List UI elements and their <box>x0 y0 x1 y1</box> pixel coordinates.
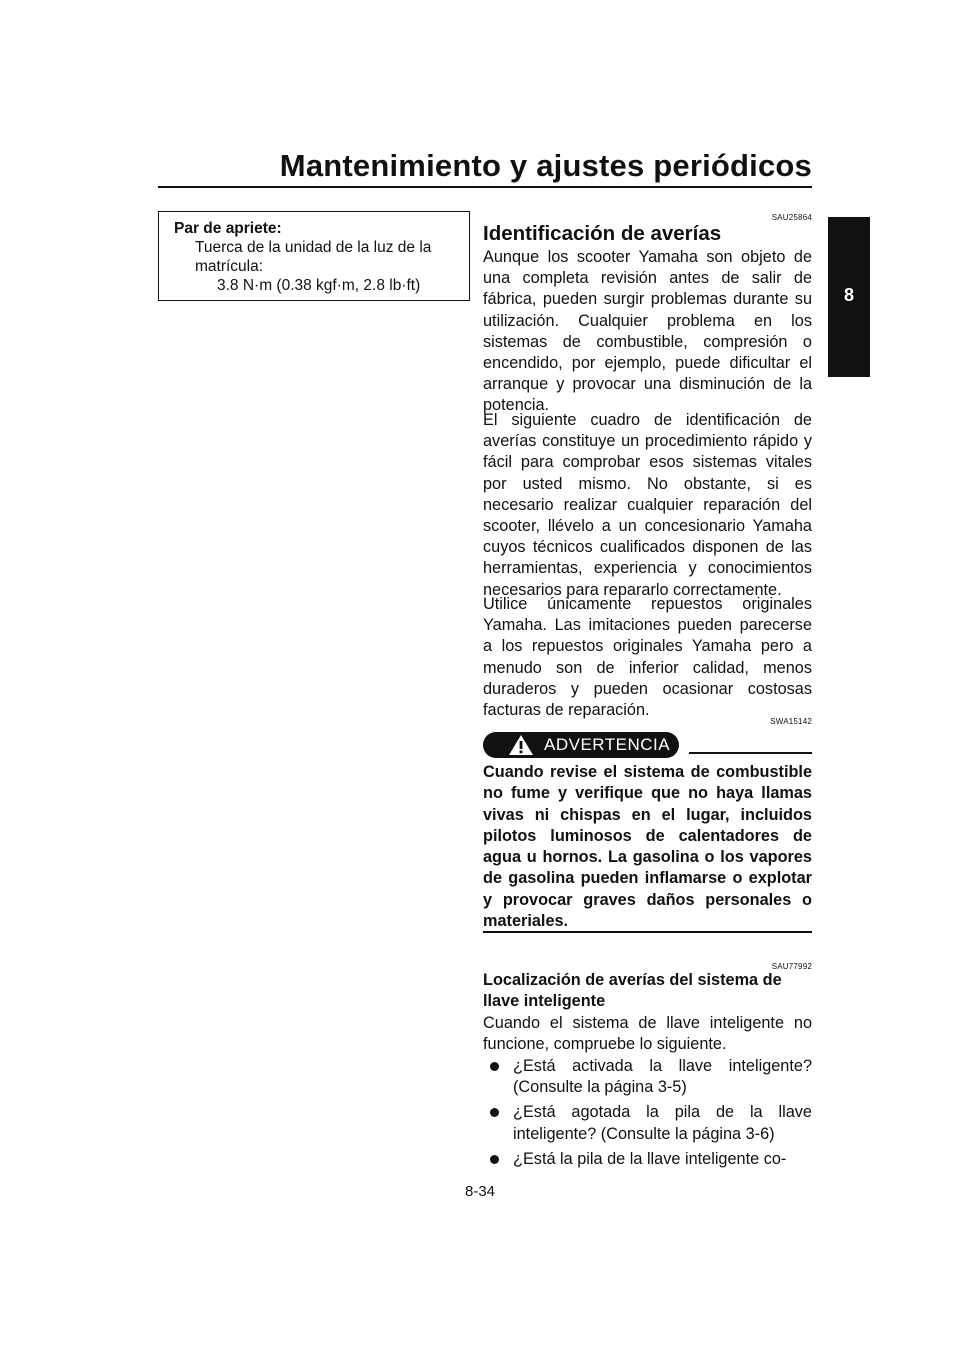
bullet-icon <box>490 1155 499 1164</box>
warning-text: Cuando revise el sistema de combustible no fume y verifique que no haya llamas vivas ni chispas en el lugar, incluidos pilotos luminosos de calentadores de agua u hornos. La gasolina o los vapores de gasolina pueden inflamarse o explotar y provocar graves daños personales o materiales. <box>483 763 812 931</box>
warning-label <box>483 732 679 758</box>
page-number: 8-34 <box>464 1183 496 1200</box>
paragraph: El siguiente cuadro de identificación de averías constituye un procedimiento rápido y fácil para comprobar esos sistemas vitales por usted mismo. No obstante, si es necesario realizar cualquier reparación del scooter, llévelo a un concesionario Yamaha cuyos técnicos cualificados disponen de las herramientas, experiencia y conocimientos necesarios para repararlo correctamente. <box>483 411 812 599</box>
section-code: SAU25864 <box>771 213 812 222</box>
warning-triangle-icon <box>508 734 534 756</box>
torque-spec-box <box>158 211 470 301</box>
warning-code: SWA15142 <box>770 717 812 726</box>
torque-title: Par de apriete: <box>174 220 282 237</box>
torque-value: 3.8 N·m (0.38 kgf·m, 2.8 lb·ft) <box>217 277 421 294</box>
section-heading: Localización de averías del sistema de llave inteligente <box>483 971 782 1010</box>
bullet-icon <box>490 1108 499 1117</box>
header-rule <box>158 186 812 188</box>
checklist <box>483 1056 812 1174</box>
list-item: ¿Está la pila de la llave inteligente co- <box>483 1149 812 1170</box>
warning-bottom-rule <box>483 931 812 933</box>
list-item: ¿Está agotada la pila de la llave inteligente? (Consulte la página 3-6) <box>483 1102 812 1144</box>
list-item: ¿Está activada la llave inteligente? (Consulte la página 3-5) <box>483 1056 812 1098</box>
torque-item: Tuerca de la unidad de la luz de la matrícula: <box>195 239 432 275</box>
bullet-icon <box>490 1062 499 1071</box>
chapter-tab-number: 8 <box>843 285 854 305</box>
paragraph: Cuando el sistema de llave inteligente no funcione, compruebe lo siguiente. <box>483 1014 812 1054</box>
paragraph: Aunque los scooter Yamaha son objeto de una completa revisión antes de salir de fábrica, pueden surgir problemas durante su utilización. Cualquier problema en los sistemas de combustible, compresión o encendido, por ejemplo, puede dificultar el arranque y provocar una disminución de la potencia. <box>483 248 812 415</box>
paragraph: Utilice únicamente repuestos originales Yamaha. Las imitaciones pueden parecerse a los repuestos originales Yamaha pero a menudo son de inferior calidad, menos duraderos y pueden ocasionar costosas facturas de reparación. <box>483 595 812 720</box>
warning-label-text: ADVERTENCIA <box>544 735 671 754</box>
section-heading: Identificación de averías <box>483 222 722 245</box>
warning-top-rule <box>689 752 812 754</box>
chapter-tab <box>828 217 870 377</box>
section-code: SAU77992 <box>771 962 812 971</box>
page-title: Mantenimiento y ajustes periódicos <box>279 148 812 183</box>
